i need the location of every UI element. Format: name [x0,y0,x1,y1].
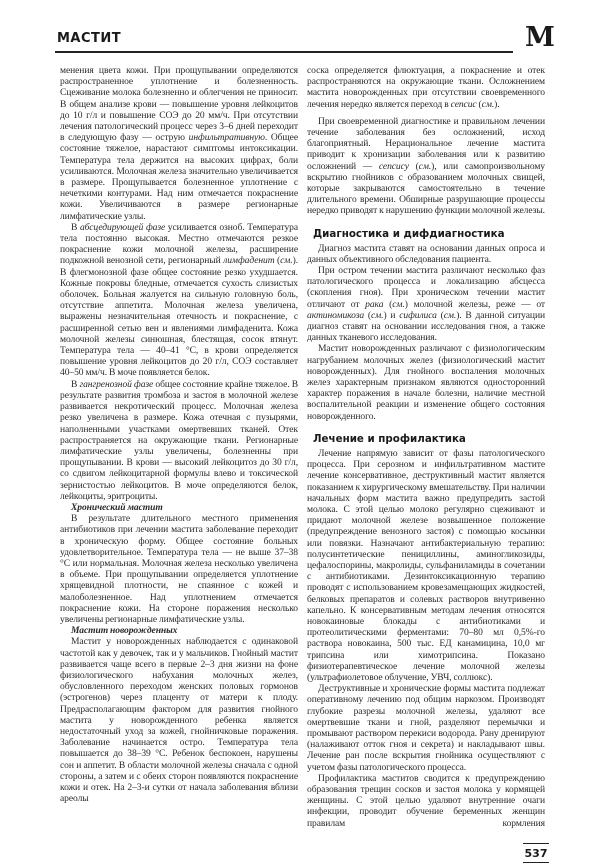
subheading: Мастит новорожденных [71,625,178,637]
text-run: Профилактика маститов сводится к предупреждению образования трещин сосков и застоя молока у кормящей женщины. С этой целью удаляют внутренние очаги инфекции, проводит обучение беременных женщин правилам кормления [307,772,545,829]
page-number-box [523,843,549,863]
text-run: Диагноз мастита ставят на основании данных опроса и данных объективного обследования пациента. [307,242,545,265]
text-run: общее состояние крайне тяжелое. В результате развития тромбоза и застоя в молочной железе развивается некротический процесс. Молочная железа резко увеличена в размере. Кожа отечная с пузырями, наполненными участками омертвевших тканей. Отек распространяется на окружающие ткани. Регионарные лимфатические узлы увеличены, болезненны при прощупывании. В крови — высокий лейкоцитоз до 30 г/л, со сдвигом лейкоцитарной формулы влево и токсической зернистостью лейкоцитов. В моче определяются белок, лейкоциты, эритроциты. [60,378,299,502]
text-run: В [71,221,80,233]
paragraph [307,116,545,217]
text-run: соска определяется флюктуация, а покраснение и отек распространяются на окружающие ткани. Осложнением мастита новорожденных при отсутствии своевременного лечения нередко является переход в [307,65,545,110]
text-run: Мастит новорожденных различают с физиологическим нагрубанием молочных желез (физиологический мастит новорожденных). Для гнойного воспаления молочных желез характерным признаком являются односторонний характер поражения в начале болезни, наличие местной воспалительной реакции и изменение общего состояния новорожденного. [307,343,545,422]
italic-term: см. [371,309,384,321]
right-column [307,65,545,829]
text-run: ) и [383,309,400,321]
italic-term: сепсис [450,98,477,110]
italic-term: актиномикоза [307,309,365,321]
italic-term: лимфаденит [223,255,275,267]
paragraph [307,65,545,110]
italic-term: см. [481,98,495,110]
italic-term: абсцедирующей фазе [79,221,166,233]
text-run: ( [476,98,482,110]
text-run: Деструктивные и хронические формы мастита подлежат оперативному лечению под общим наркозом. Производят глубокие разрезы молочной железы, удаляют все омертвевшие ткани и гной, разделяют перемычки и промывают раствором перекиси водорода. Рану дренируют (налаживают отток гноя и секрета) и накладывают швы. Лечение ран после вскрытия гнойника осуществляют с учетом фазы патологического процесса. [307,683,545,773]
paragraph [307,683,545,773]
text-run: ( [364,309,371,321]
paragraph [307,448,545,683]
column-spacer [307,829,547,843]
text-run: Мастит у новорожденных наблюдается с одинаковой частотой как у девочек, так и у мальчиков. Гнойный мастит развивается чаще всего в первые 2–3 дня жизни на фоне физиологического набухания молочных желез, обусловленного переходом женских половых гормонов (эстрогенов) через плаценту от матери к плоду. Предрасполагающим фактором для развития гнойного мастита у новорожденного ребенка является недостаточный уход за кожей, гнойничковые поражения. Заболевание начинается остро. Температура тела повышается до 38–39 °С. Ребенок беспокоен, нарушены сон и аппетит. В области молочной железы сначала с одной стороны, а затем и с обеих сторон появляются покраснение кожи и отек. На 2–3-и сутки от начала заболевания вблизи ареолы [60,636,298,805]
text-run: ). [494,98,500,110]
italic-term: см. [418,160,432,172]
italic-term: сифилиса [399,309,437,321]
text-run: ). В флегмонозной фазе общее состояние резко ухудшается. Кожные покровы бледные, отмечается сухость слизистых оболочек. Больная жалуется на сильную головную боль, отсутствие аппетита. Молочная железа увеличена, выражены незначительная отечность и покраснение, с расширенной сетью вен и явлениями лимфаденита. Кожа молочной железы синюшная, блестящая, сосок втянут. Температура тела — 40–41 °С, в крови определяется повышение уровня лейкоцитов до 20 г/л, СОЭ составляет 40–50 мм/ч. В моче появляется белок. [60,255,298,379]
paragraph [307,265,545,343]
text-run: ) молочной железы, реже — от [404,298,545,310]
text-run: В результате длительного местного применения антибиотиков при лечении мастита заболевание переходит в хроническую форму. Общее состояние больных удовлетворительное. Температура тела — не выше 37–38 °С или нормальная. Молочная железа несколько увеличена в объеме. При прощупывании определяется уплотнение хрящевидной плотности, не спаянное с кожей и малоболезненное. Над уплотнением отмечается покраснение кожи. На стороне поражения несколько увеличены регионарные лимфатические узлы. [60,513,298,625]
section-heading: Лечение и профилактика [313,432,466,445]
italic-term: гангренозной фазе [79,378,154,390]
text-run: ( [383,298,393,310]
paragraph [307,343,545,421]
italic-term: см. [280,255,293,267]
text-run: Лечение напрямую зависит от фазы патологического процесса. При серозном и инфильтративном мастите лечение консервативное, деструктивный мастит является показанием к хирургическому вмешательству. При наличии начальных форм мастита важно предупредить застой молока. С этой целью молоко регулярно сцеживают и придают молочной железе возвышенное положение (предупреждение венозного застоя) с помощью косынки или повязки. Назначают антибактериальную терапию: полусинтетические пенициллины, аминогликозиды, цефалоспорины, макролиды, сульфаниламиды в сочетании с антибиотиками. Дезинтоксикационную терапию проводят с использованием кровезамещающих жидкостей, белковых препаратов и солевых растворов внутривенно капельно. К консервативным методам лечения относятся новокаиновые блокады с антибиотиками и протеолитическими ферментами: 70–80 мл 0,5%-го раствора новокаина, 500 тыс. ЕД канамицина, 10,0 мг трипсина или химотрипсина. Показано физиотерапевтическое лечение молочной железы (ультрафиолетовое облучение, УВЧ, соллюкс). [307,447,545,683]
right-column-wrapper [307,65,547,863]
text-run: менения цвета кожи. При прощупывании определяются распространенное уплотнение и болезненность. Сцеживание молока болезненно и облегчения не приносит. В общем анализе крови — повышение уровня лейкоцитов до 10 г/л и повышение СОЭ до 20 мм/ч. При отсутствии лечения патологический процесс через 3–6 дней переходит в следующую фазу — острую [60,65,298,144]
text-run: При остром течении мастита различают несколько фаз патологического процесса и локализацию абсцесса (скопления гноя). При хроническом течении мастит отличают от [307,265,545,310]
subheading: Хронический мастит [71,501,163,513]
running-header-title: МАСТИТ [57,31,122,46]
italic-term: сепсису [378,160,409,172]
text-run: При своевременной диагностике и правильном лечении течение заболевания без осложнений, исход благоприятный. Нерациональное лечение мастита приводит к хронизации заболевания или к развитию осложнений — [307,115,545,172]
left-column [60,65,298,804]
italic-term: инфильтративную [188,132,265,144]
paragraph [60,222,298,379]
italic-term: рака [365,298,384,310]
italic-term: см. [443,309,457,321]
text-run: В [71,378,80,390]
header-rule [55,51,513,53]
paragraph [60,65,298,222]
text-run: ( [408,160,419,172]
text-run: усиливается озноб. Температура тела постоянно высокая. Местно отмечаются резкое покраснение кожи молочной железы, расширение подкожной венозной сети, регионарный [60,221,298,267]
paragraph [60,379,298,502]
text-run: . Общее состояние тяжелое, нарастают симптомы интоксикации. Температура тела держится на высоких цифрах, боли усиливаются. Молочная железа значительно увеличивается в размере. Прощупывается болезненное уплотнение с нечеткими контурами. Над ним отмечается покраснение кожи. Увеличиваются в размере регионарные лимфатические узлы. [60,132,298,222]
page-number: 537 [524,846,548,860]
text-run: ( [274,255,281,267]
section-letter: М [525,22,555,53]
text-run: ( [436,309,444,321]
paragraph [60,636,298,804]
section-heading: Диагностика и дифдиагностика [313,227,505,240]
text-run: ). В данной ситуации диагноз ставят на основании исследования гноя, а также данных тканевого исследования. [307,309,545,344]
paragraph [307,773,545,829]
paragraph [307,243,545,265]
paragraph [60,513,298,625]
italic-term: см. [392,298,405,310]
text-run: ), или самопроизвольному вскрытию гнойников с образованием молочных свищей, которые закрываются самостоятельно в течение длительного времени. Обширные разрушающие процессы нередко приводят к нарушению функции молочной железы. [307,160,546,217]
